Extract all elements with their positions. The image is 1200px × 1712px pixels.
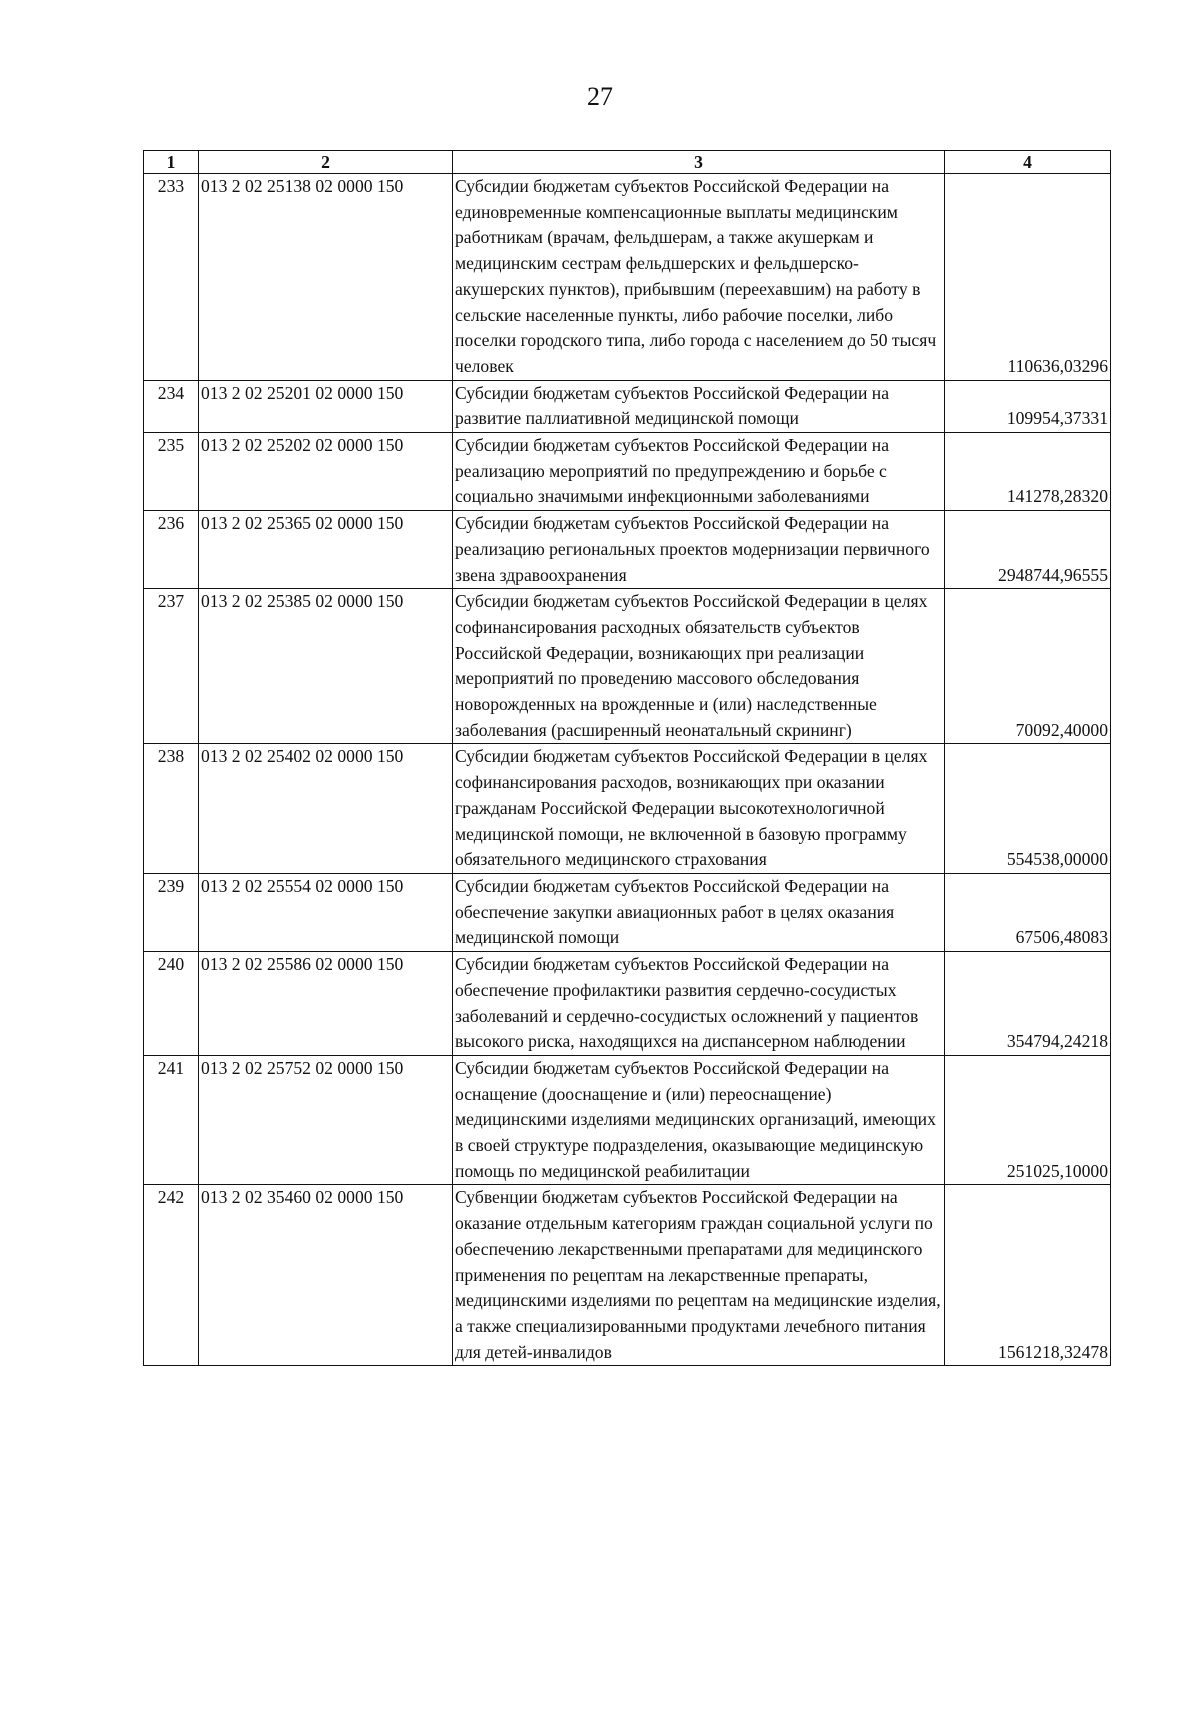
budget-code: 013 2 02 25385 02 0000 150 (199, 589, 453, 744)
row-description: Субсидии бюджетам субъектов Российской Федерации на обеспечение закупки авиационных работ в целях оказания медицинской помощи (453, 873, 945, 951)
row-description: Субсидии бюджетам субъектов Российской Федерации на единовременные компенсационные выплаты медицинским работникам (врачам, фельдшерам, а также акушеркам и медицинским сестрам фельдшерских и фельдшерско-акушерских пунктов), прибывшим (переехавшим) на работу в сельские населенные пункты, либо рабочие поселки, либо поселки городского типа, либо города с населением до 50 тысяч человек (453, 174, 945, 381)
table-row (144, 511, 1111, 589)
row-description: Субсидии бюджетам субъектов Российской Федерации на обеспечение профилактики развития сердечно-сосудистых заболеваний и сердечно-сосудистых осложнений у пациентов высокого риска, находящихся на диспансерном наблюдении (453, 952, 945, 1056)
budget-code: 013 2 02 25365 02 0000 150 (199, 511, 453, 589)
row-description: Субсидии бюджетам субъектов Российской Федерации на реализацию мероприятий по предупреждению и борьбе с социально значимыми инфекционными заболеваниями (453, 433, 945, 511)
row-number: 233 (144, 174, 199, 381)
row-amount: 354794,24218 (945, 952, 1111, 1056)
column-header-code: 2 (199, 151, 453, 174)
row-amount: 554538,00000 (945, 744, 1111, 874)
row-number: 238 (144, 744, 199, 874)
row-description: Субсидии бюджетам субъектов Российской Федерации в целях софинансирования расходных обязательств субъектов Российской Федерации, возникающих при реализации мероприятий по проведению массового обследования новорожденных на врожденные и (или) наследственные заболевания (расширенный неонатальный скрининг) (453, 589, 945, 744)
column-header-number: 1 (144, 151, 199, 174)
row-number: 235 (144, 433, 199, 511)
row-description: Субсидии бюджетам субъектов Российской Федерации на оснащение (дооснащение и (или) переоснащение) медицинскими изделиями медицинских организаций, имеющих в своей структуре подразделения, оказывающие медицинскую помощь по медицинской реабилитации (453, 1055, 945, 1185)
row-amount: 109954,37331 (945, 380, 1111, 432)
table-row (144, 1055, 1111, 1185)
row-amount: 251025,10000 (945, 1055, 1111, 1185)
table-row (144, 589, 1111, 744)
column-header-description: 3 (453, 151, 945, 174)
row-number: 240 (144, 952, 199, 1056)
row-description: Субсидии бюджетам субъектов Российской Федерации в целях софинансирования расходов, возникающих при оказании гражданам Российской Федерации высокотехнологичной медицинской помощи, не включенной в базовую программу обязательного медицинского страхования (453, 744, 945, 874)
row-number: 241 (144, 1055, 199, 1185)
table-row (144, 380, 1111, 432)
budget-code: 013 2 02 25554 02 0000 150 (199, 873, 453, 951)
row-number: 237 (144, 589, 199, 744)
page-number: 27 (587, 82, 613, 111)
row-description: Субвенции бюджетам субъектов Российской Федерации на оказание отдельным категориям граждан социальной услуги по обеспечению лекарственными препаратами для медицинского применения по рецептам на лекарственные препараты, медицинскими изделиями по рецептам на медицинские изделия, а также специализированными продуктами лечебного питания для детей-инвалидов (453, 1185, 945, 1366)
row-amount: 110636,03296 (945, 174, 1111, 381)
row-number: 242 (144, 1185, 199, 1366)
row-amount: 1561218,32478 (945, 1185, 1111, 1366)
table-row (144, 744, 1111, 874)
budget-code: 013 2 02 35460 02 0000 150 (199, 1185, 453, 1366)
row-number: 236 (144, 511, 199, 589)
budget-code: 013 2 02 25586 02 0000 150 (199, 952, 453, 1056)
column-header-amount: 4 (945, 151, 1111, 174)
row-amount: 2948744,96555 (945, 511, 1111, 589)
row-description: Субсидии бюджетам субъектов Российской Федерации на реализацию региональных проектов модернизации первичного звена здравоохранения (453, 511, 945, 589)
table-row (144, 873, 1111, 951)
budget-code: 013 2 02 25138 02 0000 150 (199, 174, 453, 381)
row-amount: 67506,48083 (945, 873, 1111, 951)
row-amount: 141278,28320 (945, 433, 1111, 511)
table-row (144, 174, 1111, 381)
budget-code: 013 2 02 25402 02 0000 150 (199, 744, 453, 874)
row-description: Субсидии бюджетам субъектов Российской Федерации на развитие паллиативной медицинской помощи (453, 380, 945, 432)
budget-code: 013 2 02 25201 02 0000 150 (199, 380, 453, 432)
row-number: 234 (144, 380, 199, 432)
table-row (144, 433, 1111, 511)
row-amount: 70092,40000 (945, 589, 1111, 744)
budget-code: 013 2 02 25202 02 0000 150 (199, 433, 453, 511)
budget-table (143, 150, 1111, 1366)
table-header-row (144, 151, 1111, 174)
table-row (144, 1185, 1111, 1366)
table-row (144, 952, 1111, 1056)
budget-code: 013 2 02 25752 02 0000 150 (199, 1055, 453, 1185)
row-number: 239 (144, 873, 199, 951)
